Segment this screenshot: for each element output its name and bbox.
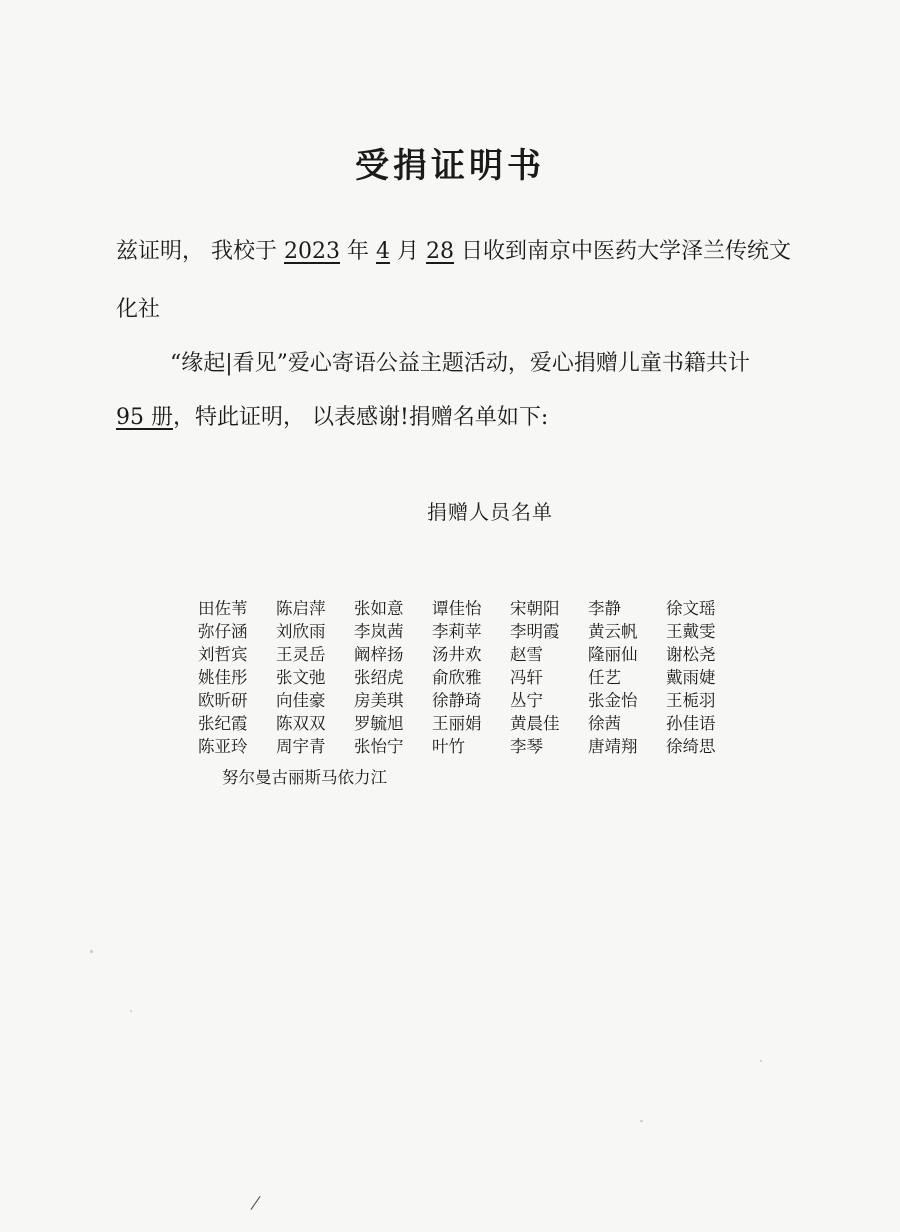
certificate-line-2: 化社 <box>116 297 161 322</box>
donor-name: 张绍虎 <box>354 668 404 687</box>
text-segment: 日收到南京中医药大学泽兰传统文 <box>454 239 791 264</box>
donor-name: 张文弛 <box>276 668 326 687</box>
donor-name: 阚梓扬 <box>354 645 404 664</box>
text-segment: 兹证明， 我校于 <box>116 239 284 264</box>
scan-speck <box>90 950 93 953</box>
donor-name: 姚佳彤 <box>198 668 248 687</box>
donor-name: 张怡宁 <box>354 737 404 756</box>
certificate-line-4 <box>116 400 548 431</box>
donor-name: 孙佳语 <box>666 714 716 733</box>
donor-name: 田佐苇 <box>198 599 248 618</box>
donor-name: 徐茜 <box>588 714 621 733</box>
donor-name: 宋朝阳 <box>510 599 560 618</box>
donor-name: 丛宁 <box>510 691 543 710</box>
donor-name: 刘哲宾 <box>198 645 248 664</box>
scan-speck <box>760 1060 762 1062</box>
donor-name: 叶竹 <box>432 737 465 756</box>
donor-name: 王栀羽 <box>666 691 716 710</box>
donor-name: 黄云帆 <box>588 622 638 641</box>
donor-name: 戴雨婕 <box>666 668 716 687</box>
book-count: 95 册 <box>116 405 173 430</box>
donor-name: 唐靖翔 <box>588 737 638 756</box>
scan-speck <box>130 1010 132 1012</box>
donor-name: 黄晨佳 <box>510 714 560 733</box>
donor-name: 李琴 <box>510 737 543 756</box>
donor-name: 张金怡 <box>588 691 638 710</box>
pen-mark <box>251 1196 261 1210</box>
donor-name: 张如意 <box>354 599 404 618</box>
donor-name: 李莉苹 <box>432 622 482 641</box>
text-segment: 月 <box>390 239 426 264</box>
donor-name: 王灵岳 <box>276 645 326 664</box>
certificate-line-1 <box>116 234 791 265</box>
donor-name: 张纪霞 <box>198 714 248 733</box>
donor-name: 俞欣雅 <box>432 668 482 687</box>
donor-name: 汤井欢 <box>432 645 482 664</box>
donor-name: 冯轩 <box>510 668 543 687</box>
page-title: 受捐证明书 <box>355 146 545 186</box>
donor-name: 徐文瑶 <box>666 599 716 618</box>
donor-name: 陈亚玲 <box>198 737 248 756</box>
donor-list-title: 捐赠人员名单 <box>427 500 553 524</box>
scan-speck <box>640 1120 643 1122</box>
donor-name: 弥仔涵 <box>198 622 248 641</box>
donor-name: 隆丽仙 <box>588 645 638 664</box>
donor-name: 周宇青 <box>276 737 326 756</box>
text-segment: ，特此证明， 以表感谢!捐赠名单如下: <box>173 405 549 430</box>
donor-name: 欧昕研 <box>198 691 248 710</box>
donor-name: 李明霞 <box>510 622 560 641</box>
donor-name: 谢松尧 <box>666 645 716 664</box>
donor-name: 李静 <box>588 599 621 618</box>
donor-name: 王戴雯 <box>666 622 716 641</box>
donor-name: 王丽娟 <box>432 714 482 733</box>
donor-name: 刘欣雨 <box>276 622 326 641</box>
received-day: 28 <box>426 239 454 264</box>
donor-name: 谭佳怡 <box>432 599 482 618</box>
donor-names-grid <box>198 598 744 757</box>
donor-name: 房美琪 <box>354 691 404 710</box>
donor-name-last: 努尔曼古丽斯马依力江 <box>222 768 387 787</box>
donor-name: 徐静琦 <box>432 691 482 710</box>
donor-name: 陈双双 <box>276 714 326 733</box>
certificate-line-3: “缘起|看见”爱心寄语公益主题活动，爱心捐赠儿童书籍共计 <box>170 351 750 376</box>
donor-name: 向佳豪 <box>276 691 326 710</box>
donor-name: 陈启萍 <box>276 599 326 618</box>
text-segment: 年 <box>340 239 376 264</box>
received-year: 2023 <box>284 239 340 264</box>
donor-name: 任艺 <box>588 668 621 687</box>
received-month: 4 <box>376 239 390 264</box>
donor-name: 罗毓旭 <box>354 714 404 733</box>
donor-name: 徐绮思 <box>666 737 716 756</box>
donor-name: 赵雪 <box>510 645 543 664</box>
donor-name: 李岚茜 <box>354 622 404 641</box>
